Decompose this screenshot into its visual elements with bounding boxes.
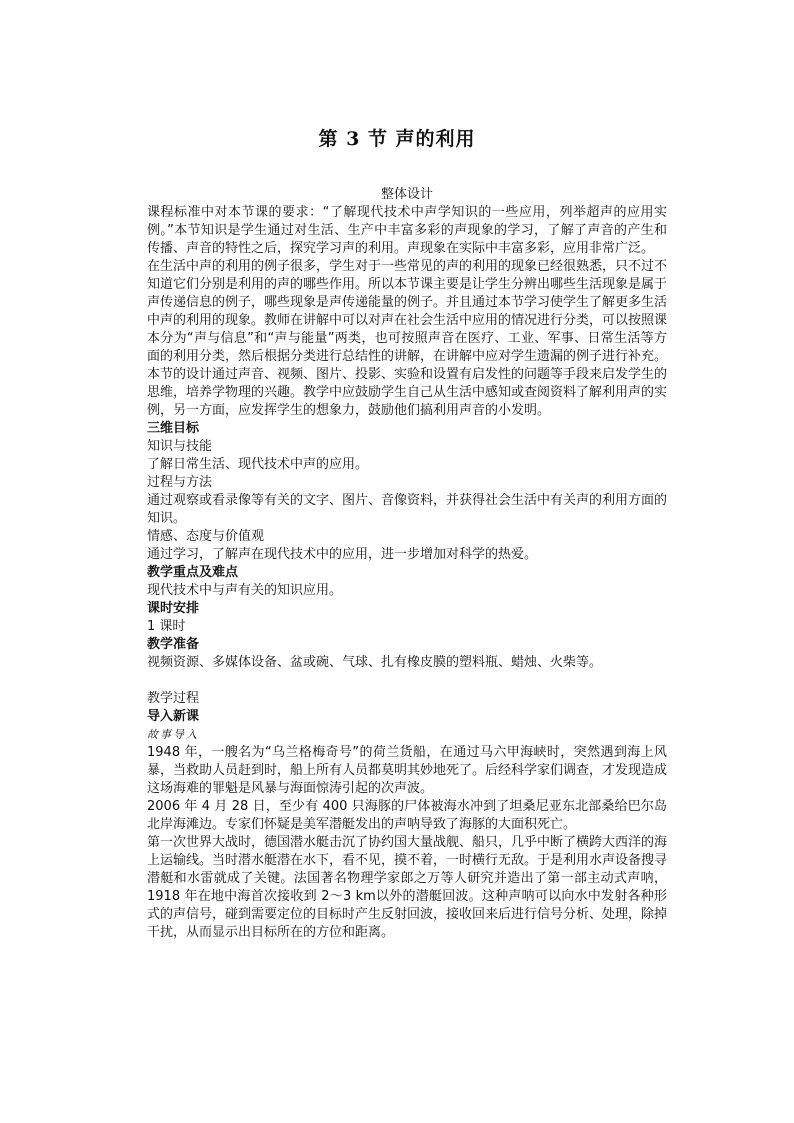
design-paragraph-2: 在生活中声的利用的例子很多，学生对于一些常见的声的利用的现象已经很熟悉，只不过不知道它们分别是利用的声的哪些作用。所以本节课主要是让学生分辨出哪些生活现象是属于声传递信息的例子，哪些现象是声传递能量的例子。并且通过本节学习使学生了解更多生活中声的利用的现象。教师在讲解中可以对声在社会生活中应用的情况进行分类，可以按照课本分为“声与信息”和“声与能量”两类，也可按照声音在医疗、工业、军事、日常生活等方面的利用分类，然后根据分类进行总结性的讲解，在讲解中应对学生遗漏的例子进行补充。 xyxy=(147,259,668,364)
emotion-heading: 情感、态度与价值观 xyxy=(147,529,265,544)
schedule-text: 1 课时 xyxy=(147,619,186,634)
design-paragraph-1: 课程标准中对本节课的要求：“了解现代技术中声学知识的一些应用，列举超声的应用实例。”本节知识是学生通过对生活、生产中丰富多彩的声现象的学习，了解了声音的产生和传播、声音的特性之后，探究学习声的利用。声现象在实际中丰富多彩，应用非常广泛。 xyxy=(147,205,667,256)
process-main-heading: 教学过程 xyxy=(147,691,200,706)
knowledge-text: 了解日常生活、现代技术中声的应用。 xyxy=(147,457,369,472)
emotion-text: 通过学习，了解声在现代技术中的应用，进一步增加对科学的热爱。 xyxy=(147,547,538,562)
document-body xyxy=(147,186,667,942)
key-heading: 教学重点及难点 xyxy=(147,565,239,580)
prep-heading: 教学准备 xyxy=(147,637,200,652)
process-heading: 过程与方法 xyxy=(147,475,213,490)
spacer xyxy=(147,672,667,690)
goals-heading: 三维目标 xyxy=(147,421,200,436)
story-paragraph-1: 1948 年，一艘名为“乌兰格梅奇号”的荷兰货船，在通过马六甲海峡时，突然遇到海上风暴，当救助人员赶到时，船上所有人员都莫明其妙地死了。后经科学家们调查，才发现造成这场海难的罪魁是风暴与海面惊涛引起的次声波。 xyxy=(147,745,668,796)
prep-text: 视频资源、多媒体设备、盆或碗、气球、扎有橡皮膜的塑料瓶、蜡烛、火柴等。 xyxy=(147,655,603,670)
key-text: 现代技术中与声有关的知识应用。 xyxy=(147,583,343,598)
design-paragraph-3: 本节的设计通过声音、视频、图片、投影、实验和设置有启发性的问题等手段来启发学生的思维，培养学物理的兴趣。教学中应鼓励学生自己从生活中感知或查阅资料了解利用声的实例，另一方面，应发挥学生的想象力，鼓励他们搞利用声音的小发明。 xyxy=(147,367,668,418)
knowledge-heading: 知识与技能 xyxy=(147,439,213,454)
page-title: 第 3 节 声的利用 xyxy=(318,128,476,150)
section-heading: 整体设计 xyxy=(380,187,433,202)
story-paragraph-3: 第一次世界大战时，德国潜水艇击沉了协约国大量战舰、船只，几乎中断了横跨大西洋的海上运输线。当时潜水艇潜在水下，看不见，摸不着，一时横行无敌。于是利用水声设备搜寻潜艇和水雷就成了关键。法国著名物理学家郎之万等人研究并造出了第一部主动式声呐，1918 年在地中海首次接收到 2～3 km以外的潜艇回波。这种声呐可以向水中发射各种形式的声信号，碰到需要定位的目标时产生反射回波，接收回来后进行信号分析、处理，除掉干扰，从而显示出目标所在的方位和距离。 xyxy=(147,835,668,940)
intro-heading: 导入新课 xyxy=(147,709,200,724)
schedule-heading: 课时安排 xyxy=(147,601,200,616)
story-label: 故事导入 xyxy=(147,728,199,741)
process-text: 通过观察或看录像等有关的文字、图片、音像资料，并获得社会生活中有关声的利用方面的知识。 xyxy=(147,493,668,526)
story-paragraph-2: 2006 年 4 月 28 日，至少有 400 只海豚的尸体被海水冲到了坦桑尼亚东北部桑给巴尔岛北岸海滩边。专家们怀疑是美军潜艇发出的声呐导致了海豚的大面积死亡。 xyxy=(147,799,667,832)
